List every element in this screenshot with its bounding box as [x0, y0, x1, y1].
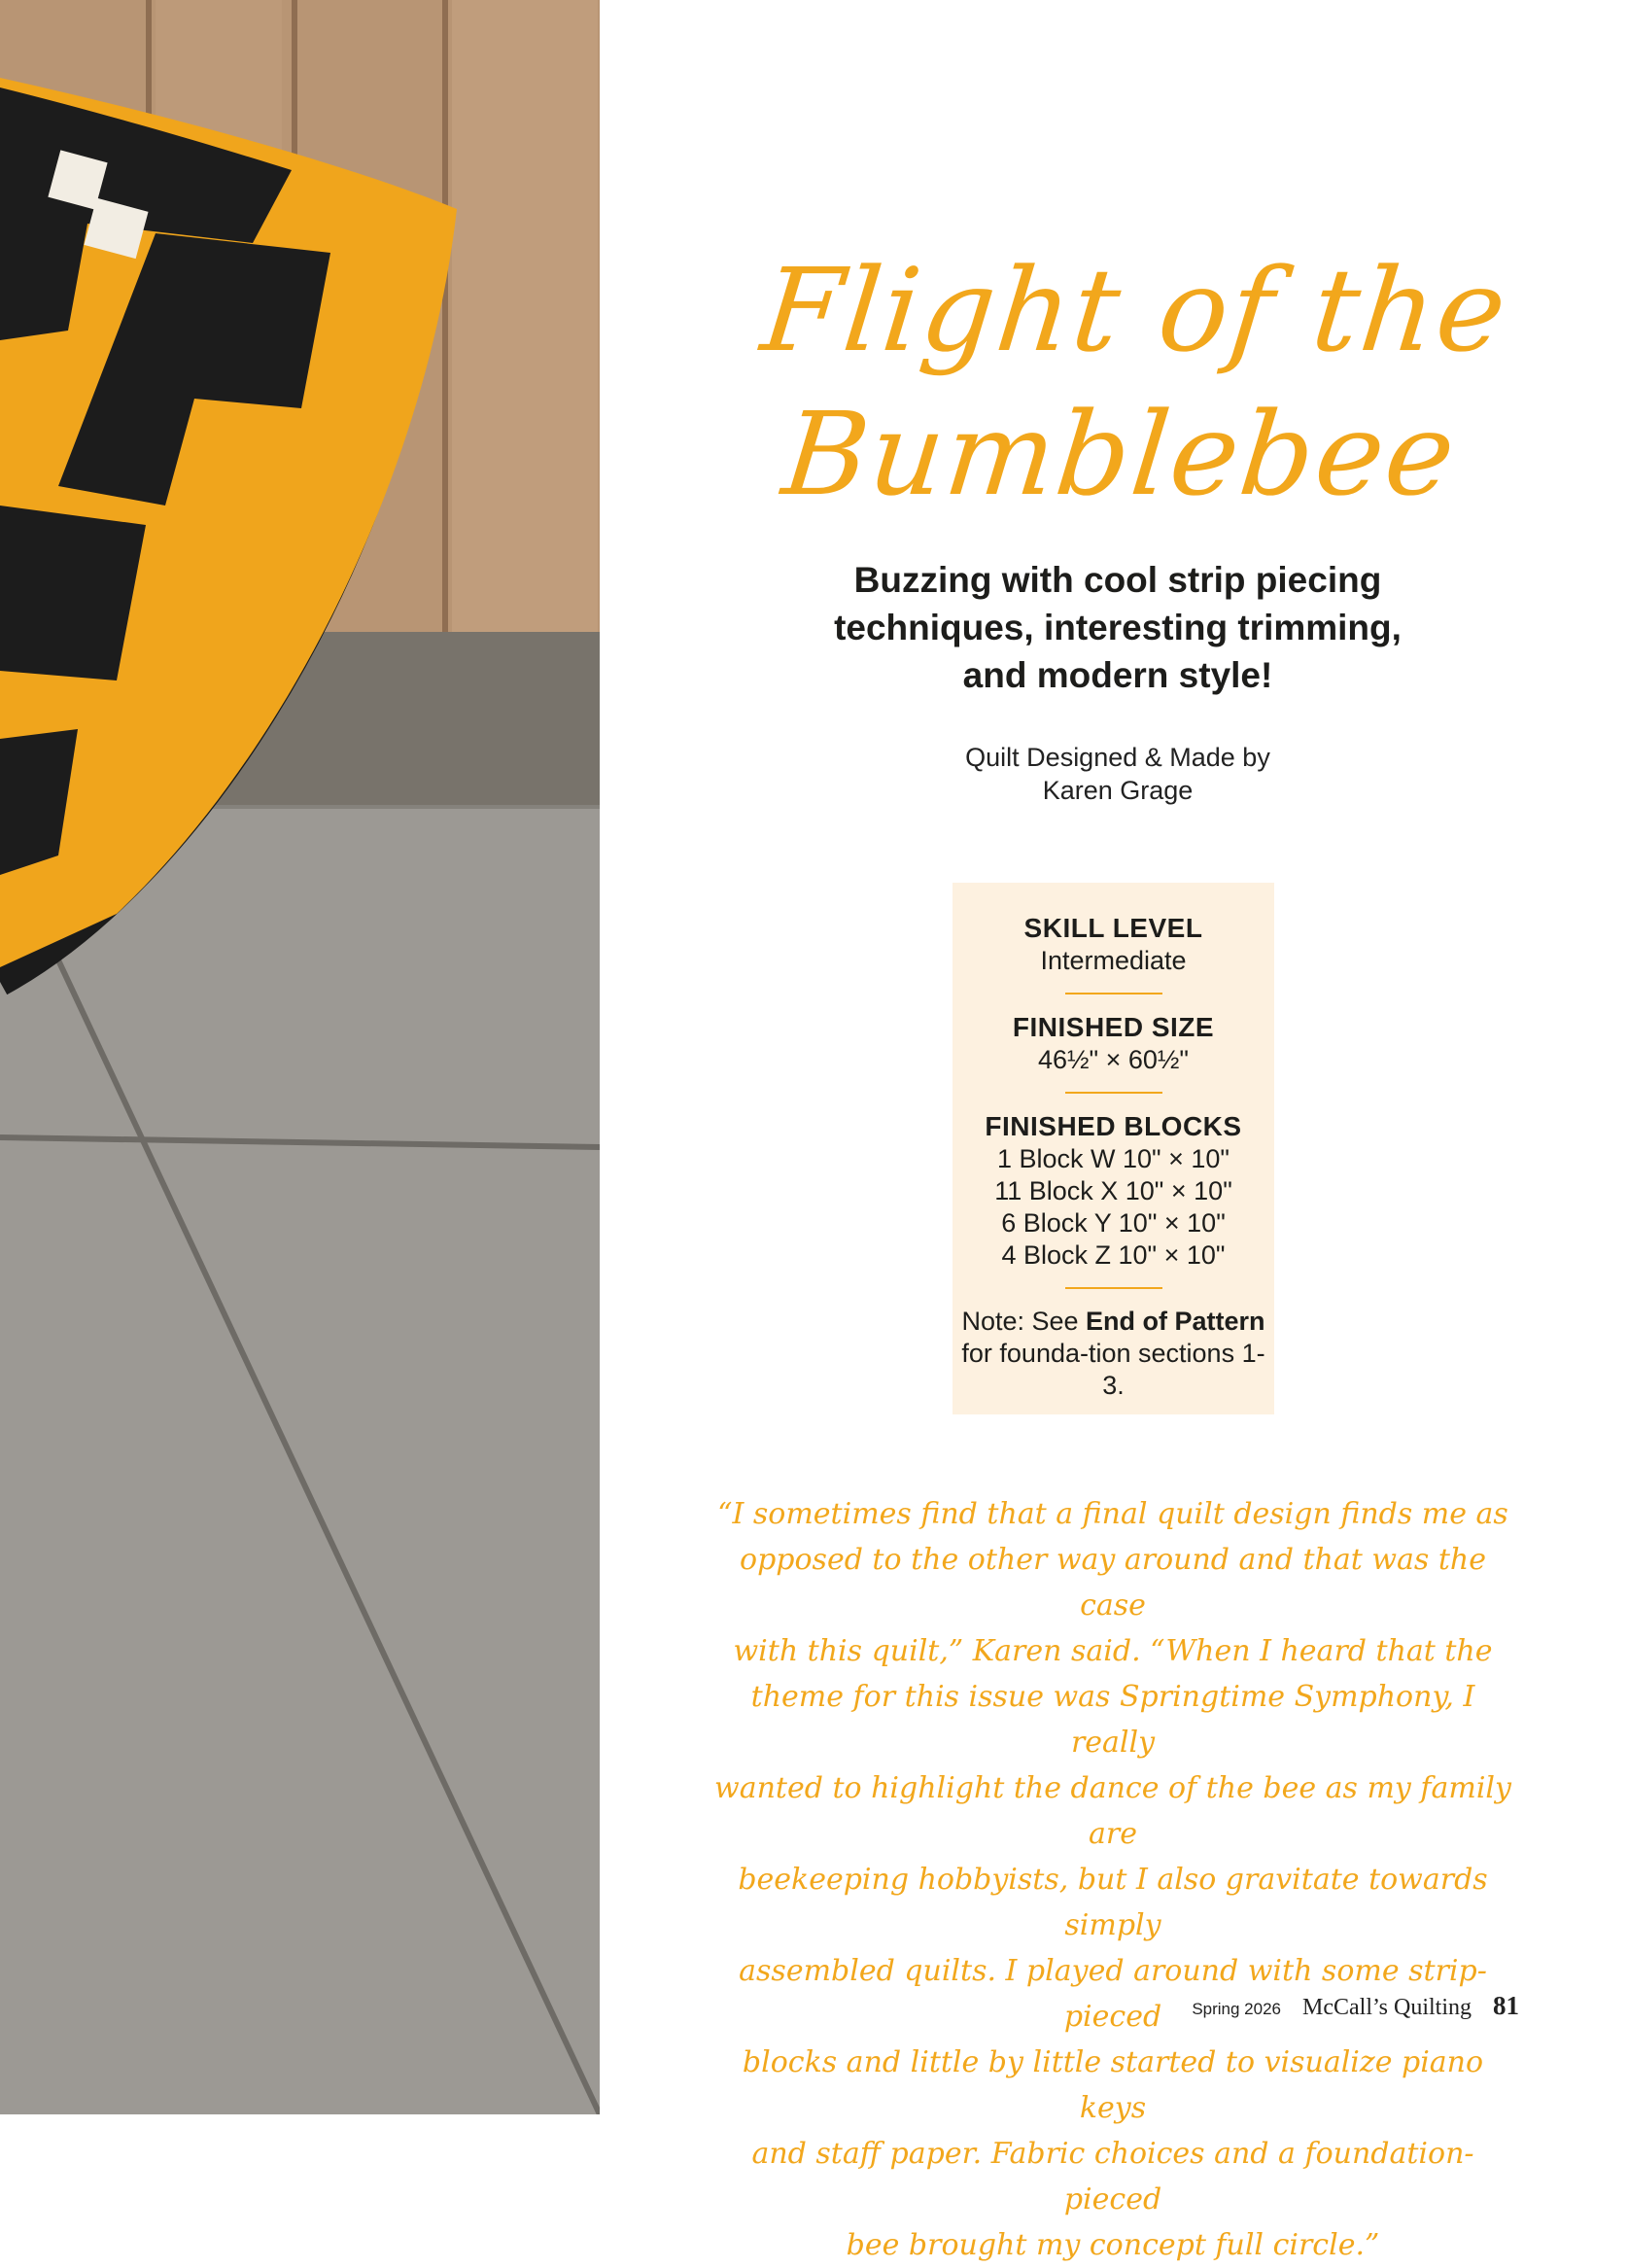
quote-line: blocks and little by little started to visualize piano keys [742, 2045, 1484, 2125]
finished-size-value: 46½" × 60½" [1037, 1045, 1190, 1074]
block-z: 4 Block Z 10" × 10" [1001, 1240, 1226, 1270]
divider [1065, 1092, 1162, 1094]
page-footer [1192, 1991, 1519, 2026]
article-subtitle [768, 556, 1468, 699]
quote-line: assembled quilts. I played around with some strip-pieced [739, 1954, 1487, 2034]
note-suffix: for founda-tion sections 1-3. [961, 1339, 1265, 1400]
block-w: 1 Block W 10" × 10" [996, 1144, 1230, 1173]
issue-season: Spring 2026 [1192, 2000, 1281, 2018]
quote-line: theme for this issue was Springtime Symphony, I really [750, 1680, 1475, 1760]
skill-level-value: Intermediate [1040, 946, 1187, 975]
quote-line: and staff paper. Fabric choices and a foundation-pieced [751, 2137, 1474, 2216]
pattern-note [953, 1306, 1274, 1402]
finished-size-label: FINISHED SIZE [1012, 1012, 1215, 1042]
quote-line: beekeeping hobbyists, but I also gravitate towards simply [738, 1863, 1488, 1942]
byline-credit: Quilt Designed & Made by [965, 743, 1270, 772]
finished-blocks-label: FINISHED BLOCKS [985, 1111, 1242, 1141]
quote-line: with this quilt,” Karen said. “When I heard that the [733, 1634, 1493, 1668]
subtitle-line-2: techniques, interesting trimming, [834, 608, 1402, 647]
magazine-name: McCall’s Quilting [1302, 1995, 1472, 2020]
subtitle-line-3: and modern style! [962, 655, 1273, 695]
subtitle-line-1: Buzzing with cool strip piecing [853, 560, 1382, 600]
divider [1065, 1287, 1162, 1289]
block-x: 11 Block X 10" × 10" [994, 1176, 1232, 1205]
quilt-info-box [953, 883, 1274, 1414]
title-line-1: Flight of the [755, 243, 1514, 377]
byline-author: Karen Grage [1042, 776, 1194, 805]
quilt-photo-illustration [0, 0, 600, 2114]
note-link-text: End of Pattern [1086, 1307, 1265, 1336]
note-prefix: Note: See [961, 1307, 1087, 1336]
page-number: 81 [1493, 1991, 1519, 2020]
quote-line: opposed to the other way around and that was the case [740, 1543, 1486, 1622]
byline [836, 741, 1400, 807]
quilt-photo [0, 0, 600, 2114]
quote-line: “I sometimes find that a final quilt design finds me as [717, 1497, 1508, 1531]
divider [1065, 993, 1162, 994]
quote-line: bee brought my concept full circle.” [846, 2228, 1380, 2262]
designer-quote [710, 1491, 1516, 2268]
title-line-2: Bumblebee [777, 387, 1463, 521]
block-y: 6 Block Y 10" × 10" [1001, 1208, 1226, 1238]
skill-level-label: SKILL LEVEL [1023, 913, 1203, 943]
quote-line: wanted to highlight the dance of the bee as my family are [714, 1771, 1511, 1851]
article-title [704, 238, 1550, 526]
